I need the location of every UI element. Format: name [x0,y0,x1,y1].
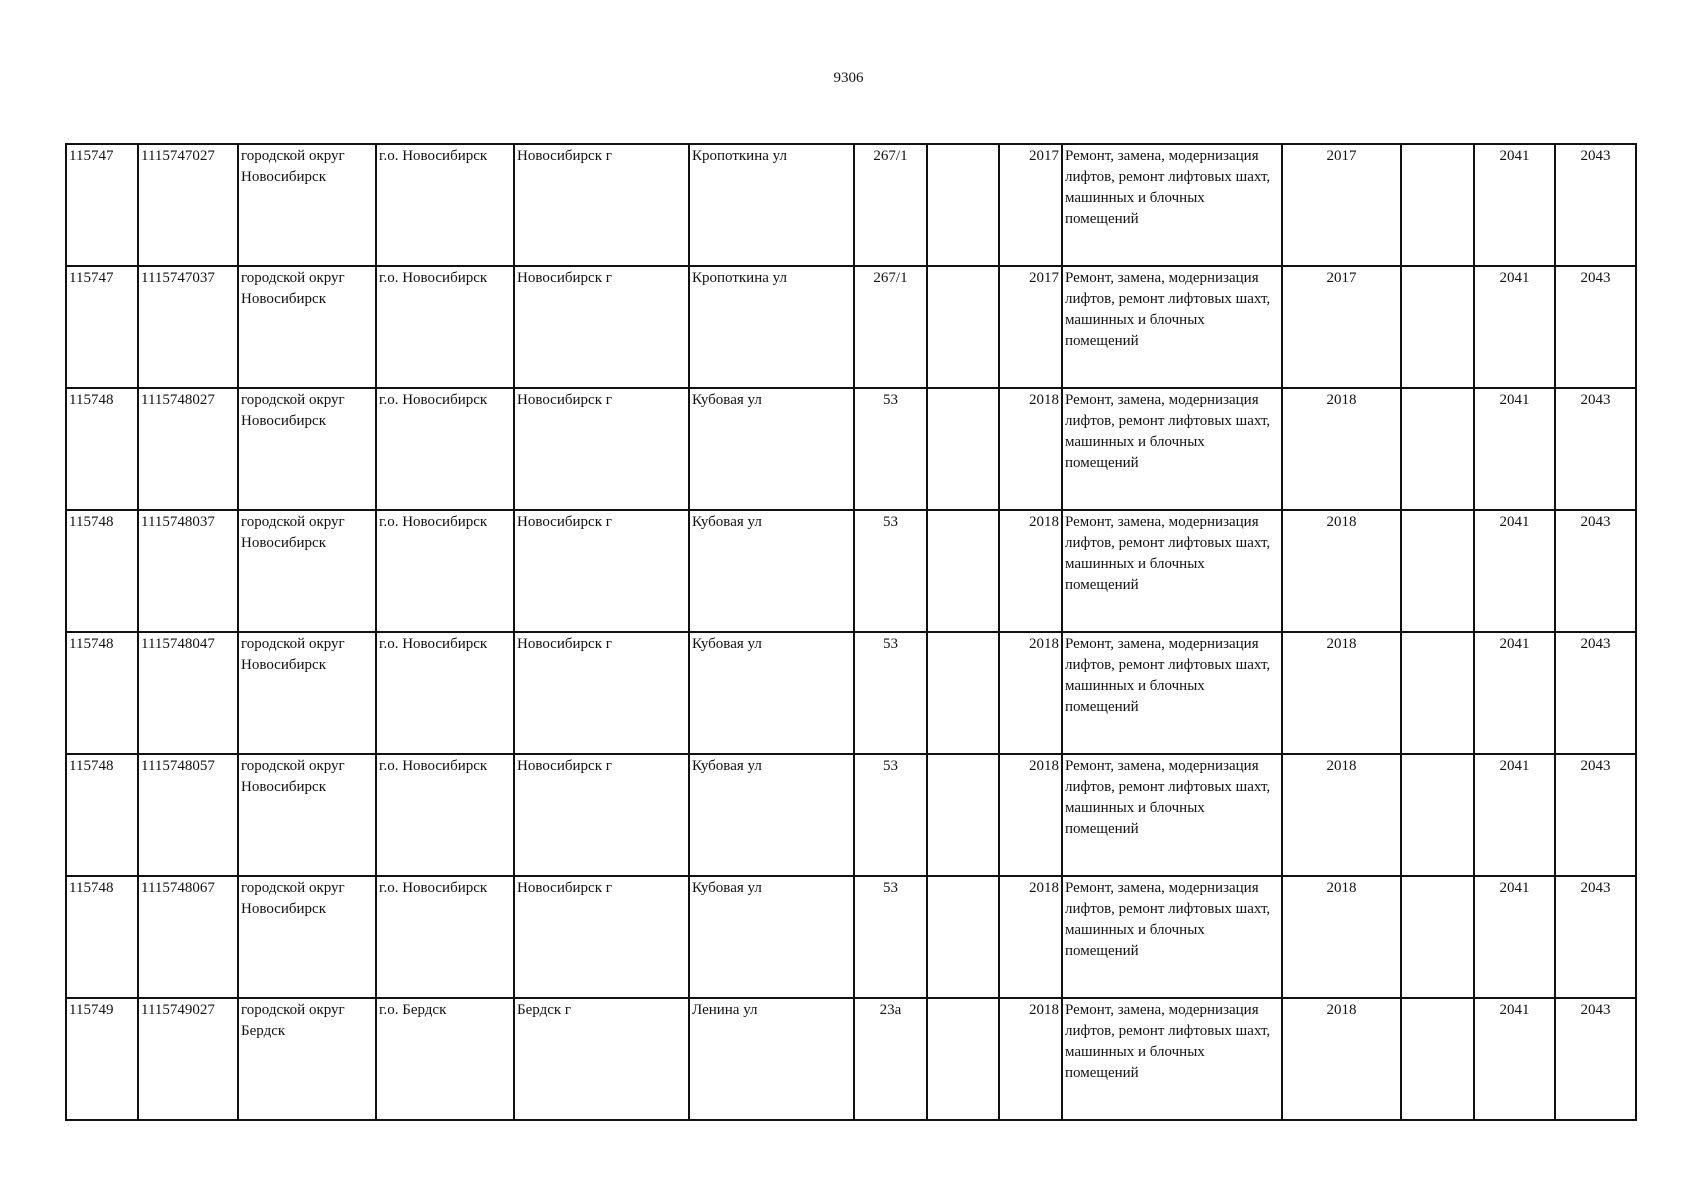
year-cell: 2018 [999,998,1062,1120]
table-row [66,266,1636,388]
record-code-cell: 1115748067 [138,876,238,998]
settlement-cell: Новосибирск г [514,266,689,388]
period-start-cell: 2041 [1474,632,1555,754]
empty-cell [1401,510,1474,632]
table-row [66,632,1636,754]
street-cell: Кропоткина ул [689,266,854,388]
year-cell: 2018 [999,388,1062,510]
district-cell: г.о. Новосибирск [376,266,514,388]
settlement-cell: Новосибирск г [514,754,689,876]
street-cell: Кубовая ул [689,876,854,998]
year-cell: 2017 [999,144,1062,266]
empty-cell [927,266,999,388]
district-cell: г.о. Новосибирск [376,632,514,754]
period-end-cell: 2043 [1555,510,1636,632]
period-end-cell: 2043 [1555,998,1636,1120]
district-cell: г.о. Новосибирск [376,144,514,266]
table-row [66,754,1636,876]
period-start-cell: 2041 [1474,144,1555,266]
municipality-cell: городской округ Новосибирск [238,510,376,632]
house-number-cell: 267/1 [854,266,927,388]
page-number: 9306 [833,70,864,86]
empty-cell [1401,144,1474,266]
empty-cell [927,632,999,754]
table-row [66,144,1636,266]
table-row [66,876,1636,998]
work-type-cell: Ремонт, замена, модернизация лифтов, ремонт лифтовых шахт, машинных и блочных помещений [1062,510,1282,632]
work-type-cell: Ремонт, замена, модернизация лифтов, ремонт лифтовых шахт, машинных и блочных помещений [1062,632,1282,754]
street-cell: Кубовая ул [689,632,854,754]
work-type-cell: Ремонт, замена, модернизация лифтов, ремонт лифтовых шахт, машинных и блочных помещений [1062,388,1282,510]
street-cell: Кубовая ул [689,388,854,510]
work-type-cell: Ремонт, замена, модернизация лифтов, ремонт лифтовых шахт, машинных и блочных помещений [1062,754,1282,876]
object-id-cell: 115748 [66,876,138,998]
empty-cell [1401,266,1474,388]
house-number-cell: 23а [854,998,927,1120]
record-code-cell: 1115748037 [138,510,238,632]
settlement-cell: Новосибирск г [514,510,689,632]
year-cell: 2018 [999,754,1062,876]
object-id-cell: 115749 [66,998,138,1120]
table-row [66,388,1636,510]
work-type-cell: Ремонт, замена, модернизация лифтов, ремонт лифтовых шахт, машинных и блочных помещений [1062,998,1282,1120]
table-row [66,998,1636,1120]
street-cell: Ленина ул [689,998,854,1120]
district-cell: г.о. Новосибирск [376,754,514,876]
municipality-cell: городской округ Новосибирск [238,876,376,998]
work-type-cell: Ремонт, замена, модернизация лифтов, ремонт лифтовых шахт, машинных и блочных помещений [1062,266,1282,388]
district-cell: г.о. Новосибирск [376,510,514,632]
empty-cell [1401,754,1474,876]
house-number-cell: 53 [854,632,927,754]
object-id-cell: 115747 [66,144,138,266]
planned-year-cell: 2018 [1282,388,1401,510]
period-end-cell: 2043 [1555,388,1636,510]
empty-cell [1401,876,1474,998]
house-number-cell: 53 [854,754,927,876]
object-id-cell: 115748 [66,510,138,632]
capital-repair-table [65,143,1637,1121]
empty-cell [927,388,999,510]
record-code-cell: 1115748057 [138,754,238,876]
period-start-cell: 2041 [1474,510,1555,632]
municipality-cell: городской округ Бердск [238,998,376,1120]
municipality-cell: городской округ Новосибирск [238,754,376,876]
empty-cell [1401,388,1474,510]
period-end-cell: 2043 [1555,632,1636,754]
settlement-cell: Новосибирск г [514,876,689,998]
municipality-cell: городской округ Новосибирск [238,632,376,754]
planned-year-cell: 2018 [1282,632,1401,754]
settlement-cell: Новосибирск г [514,632,689,754]
empty-cell [927,998,999,1120]
house-number-cell: 53 [854,510,927,632]
record-code-cell: 1115748027 [138,388,238,510]
street-cell: Кубовая ул [689,754,854,876]
period-start-cell: 2041 [1474,876,1555,998]
period-end-cell: 2043 [1555,754,1636,876]
planned-year-cell: 2018 [1282,876,1401,998]
empty-cell [1401,998,1474,1120]
planned-year-cell: 2018 [1282,754,1401,876]
object-id-cell: 115748 [66,388,138,510]
district-cell: г.о. Новосибирск [376,876,514,998]
empty-cell [927,144,999,266]
object-id-cell: 115748 [66,754,138,876]
municipality-cell: городской округ Новосибирск [238,266,376,388]
record-code-cell: 1115749027 [138,998,238,1120]
work-type-cell: Ремонт, замена, модернизация лифтов, ремонт лифтовых шахт, машинных и блочных помещений [1062,876,1282,998]
object-id-cell: 115748 [66,632,138,754]
district-cell: г.о. Бердск [376,998,514,1120]
empty-cell [927,510,999,632]
planned-year-cell: 2017 [1282,266,1401,388]
period-start-cell: 2041 [1474,998,1555,1120]
settlement-cell: Новосибирск г [514,388,689,510]
record-code-cell: 1115748047 [138,632,238,754]
street-cell: Кропоткина ул [689,144,854,266]
table-row [66,510,1636,632]
planned-year-cell: 2018 [1282,510,1401,632]
municipality-cell: городской округ Новосибирск [238,144,376,266]
period-start-cell: 2041 [1474,388,1555,510]
record-code-cell: 1115747037 [138,266,238,388]
house-number-cell: 53 [854,388,927,510]
street-cell: Кубовая ул [689,510,854,632]
year-cell: 2018 [999,510,1062,632]
period-end-cell: 2043 [1555,266,1636,388]
period-start-cell: 2041 [1474,754,1555,876]
empty-cell [1401,632,1474,754]
work-type-cell: Ремонт, замена, модернизация лифтов, ремонт лифтовых шахт, машинных и блочных помещений [1062,144,1282,266]
year-cell: 2017 [999,266,1062,388]
period-end-cell: 2043 [1555,144,1636,266]
empty-cell [927,754,999,876]
object-id-cell: 115747 [66,266,138,388]
house-number-cell: 53 [854,876,927,998]
year-cell: 2018 [999,632,1062,754]
period-start-cell: 2041 [1474,266,1555,388]
settlement-cell: Бердск г [514,998,689,1120]
empty-cell [927,876,999,998]
year-cell: 2018 [999,876,1062,998]
settlement-cell: Новосибирск г [514,144,689,266]
planned-year-cell: 2018 [1282,998,1401,1120]
planned-year-cell: 2017 [1282,144,1401,266]
record-code-cell: 1115747027 [138,144,238,266]
municipality-cell: городской округ Новосибирск [238,388,376,510]
district-cell: г.о. Новосибирск [376,388,514,510]
house-number-cell: 267/1 [854,144,927,266]
period-end-cell: 2043 [1555,876,1636,998]
